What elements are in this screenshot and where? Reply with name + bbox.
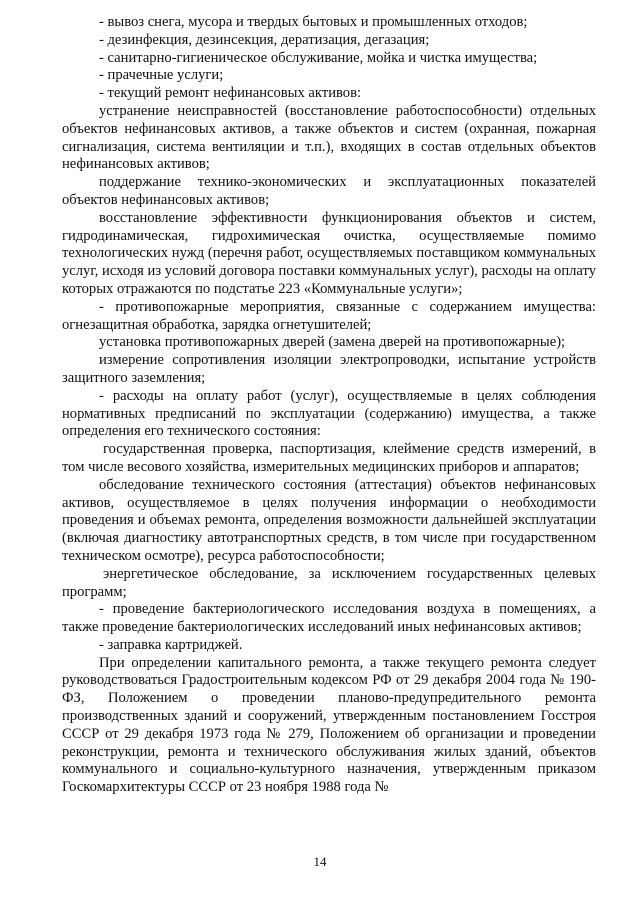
paragraph: При определении капитального ремонта, а также текущего ремонта следует руководствоваться Градостроительным кодексом РФ от 29 декабря 2004 года № 190-ФЗ, Положением о проведении планово-предупредительного ремонта производственных зданий и сооружений, утвержденным постановлением Госстроя СССР от 29 декабря 1973 года № 279, Положением об организации и проведении реконструкции, ремонта и технического обслуживания жилых зданий, объектов коммунального и социально-культурного назначения, утвержденным приказом Госкомархитектуры СССР от 23 ноября 1988 года № — [62, 654, 596, 796]
paragraph: - санитарно-гигиеническое обслуживание, мойка и чистка имущества; — [99, 49, 538, 66]
paragraph: - заправка картриджей. — [99, 636, 243, 653]
paragraph: восстановление эффективности функционирования объектов и систем, гидродинамическая, гидрохимическая очистка, осуществляемые помимо технологических нужд (перечня работ, осуществляемых поставщиком коммунальных услуг, исходя из условий договора поставки коммунальных услуг), расходы на оплату которых отражаются по подстатье 223 «Коммунальные услуги»; — [62, 209, 596, 297]
paragraph: обследование технического состояния (аттестация) объектов нефинансовых активов, осуществляемое в целях получения информации о необходимости проведения и объемах ремонта, определения возможности дальнейшей эксплуатации (включая диагностику автотранспортных средств, в том числе при государственном техническом осмотре), ресурса работоспособности; — [62, 476, 596, 564]
paragraph: измерение сопротивления изоляции электропроводки, испытание устройств защитного заземления; — [62, 352, 596, 386]
paragraph: - дезинфекция, дезинсекция, дератизация, дегазация; — [99, 31, 430, 48]
paragraph: - текущий ремонт нефинансовых активов: — [99, 85, 362, 102]
document-body — [62, 14, 596, 797]
paragraph: энергетическое обследование, за исключением государственных целевых программ; — [62, 565, 596, 600]
paragraph: установка противопожарных дверей (замена дверей на противопожарные); — [99, 334, 566, 351]
paragraph: - противопожарные мероприятия, связанные с содержанием имущества: огнезащитная обработка, зарядка огнетушителей; — [62, 298, 596, 333]
paragraph: государственная проверка, паспортизация, клеймение средств измерений, в том числе весового хозяйства, измерительных медицинских приборов и аппаратов; — [62, 441, 596, 475]
paragraph: - расходы на оплату работ (услуг), осуществляемые в целях соблюдения нормативных предписаний по эксплуатации (содержанию) имущества, а также определения его технического состояния: — [62, 387, 596, 440]
paragraph: - проведение бактериологического исследования воздуха в помещениях, а также проведение бактериологических исследований иных нефинансовых активов; — [62, 601, 596, 636]
page-number: 14 — [313, 854, 327, 869]
paragraph: - вывоз снега, мусора и твердых бытовых и промышленных отходов; — [99, 14, 528, 30]
paragraph: - прачечные услуги; — [99, 67, 224, 84]
paragraph: поддержание технико-экономических и эксплуатационных показателей объектов нефинансовых активов; — [62, 174, 596, 208]
paragraph: устранение неисправностей (восстановление работоспособности) отдельных объектов нефинансовых активов, а также объектов и систем (охранная, пожарная сигнализация, система вентиляции и т.п.), входящих в состав отдельных объектов нефинансовых активов; — [62, 102, 596, 173]
